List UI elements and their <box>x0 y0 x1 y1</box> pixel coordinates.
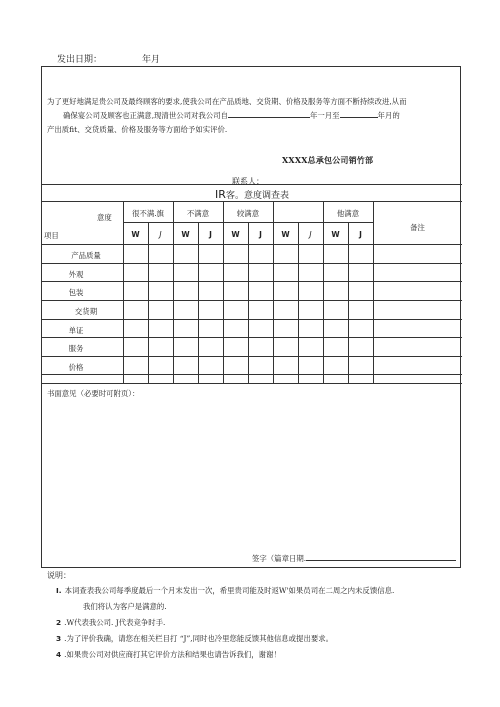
item-label: 服务 <box>68 344 84 353</box>
note-item: 4 .如果贵公司对供应商打其它评价方法和结果也请告诉我们，谢谢！ <box>56 650 281 659</box>
signature-label: 签字（篇章日期. <box>252 554 307 563</box>
col-line <box>198 222 199 383</box>
sub-header-j: J <box>309 230 312 239</box>
intro-line-1: 为了更好地满足贵公司及最终顾客的要求,使我公司在产品质地、交货期、价格及服务等方面不断持续改进,从而 <box>47 97 407 106</box>
sub-header-w: W <box>231 230 240 239</box>
row-line <box>42 319 462 320</box>
note-item: 我们将认为客户是满意的. <box>83 602 167 611</box>
col-line <box>123 201 124 383</box>
note-item: 3 .为了评价我确，请您在相关栏目打 “J”,同时也冷里您能反馈其他信息或提出要求。 <box>56 634 334 643</box>
end-year-blank[interactable] <box>340 109 378 118</box>
col-line <box>273 201 274 383</box>
issue-date-year-month: 年月 <box>142 55 161 65</box>
row-line <box>42 281 462 282</box>
sub-header-j: J <box>259 230 262 239</box>
sub-header-w: W <box>181 230 190 239</box>
survey-title: IR客。意度调查表 <box>215 188 289 201</box>
intro-line-3: 产出质fit、交货质量、价格及服务等方面给予如实评价. <box>47 125 228 134</box>
note-item: 2 .W代表我公司. J代表竞争时手. <box>56 618 166 627</box>
row-line <box>42 337 462 338</box>
item-label: 产品质量 <box>71 251 101 260</box>
sub-header-j: J <box>359 230 362 239</box>
notes-title: 说明： <box>47 571 71 580</box>
level-header: 他满意 <box>336 209 360 218</box>
col-line <box>173 201 174 383</box>
sub-header-w: W <box>281 230 290 239</box>
start-year-blank[interactable] <box>228 109 310 118</box>
issue-date-header <box>57 52 160 65</box>
col-line <box>223 201 224 383</box>
intro-paragraph <box>47 95 457 137</box>
item-label: 交货期 <box>74 307 98 316</box>
col-line <box>148 222 149 383</box>
sub-header-w: W <box>131 230 140 239</box>
item-label: 单证 <box>68 326 84 335</box>
divider-subheader <box>42 244 462 245</box>
remark-header: 备注 <box>410 223 425 232</box>
item-label: 价格 <box>68 363 84 372</box>
row-line <box>42 356 462 357</box>
contact-label: 联系人： <box>232 177 264 186</box>
divider-title <box>42 201 462 202</box>
col-line <box>348 222 349 383</box>
sub-header-j: J <box>209 230 212 239</box>
written-opinion-label: 书面意见（必要时可附页）： <box>47 389 140 398</box>
row-line <box>42 300 462 301</box>
signature-area <box>252 552 456 564</box>
corner-header-satisfaction: 意度 <box>97 213 112 222</box>
row-line <box>42 263 462 264</box>
sub-header-w: W <box>331 230 340 239</box>
col-line <box>298 222 299 383</box>
sub-header-j: J <box>159 230 162 239</box>
form-frame <box>41 66 461 568</box>
note-item: I. 本词查表我公司每季度最后一个月末发出一次，希里贵司能及时返W'如果员司在二周之内未反馈信息. <box>56 586 395 595</box>
item-label: 包装 <box>68 288 84 297</box>
issue-date-label: 发出日期： <box>57 55 103 65</box>
item-label: 外观 <box>68 270 84 279</box>
table-bottom-line <box>42 383 462 384</box>
row-line <box>42 374 462 375</box>
signature-blank[interactable] <box>306 552 456 561</box>
level-header: 较满意 <box>236 209 260 218</box>
company-name: XXXX总承包公司销竹部 <box>282 155 374 165</box>
level-header: 不满意 <box>186 209 210 218</box>
level-header: 很不满.旗 <box>132 209 164 218</box>
corner-header-item: 项目 <box>44 231 59 240</box>
intro-line-2: 确保宴公司及顾客也正满意,现清世公司对我公司自 年一月至 年月的 <box>63 111 400 120</box>
col-line <box>323 201 324 383</box>
col-line <box>248 222 249 383</box>
